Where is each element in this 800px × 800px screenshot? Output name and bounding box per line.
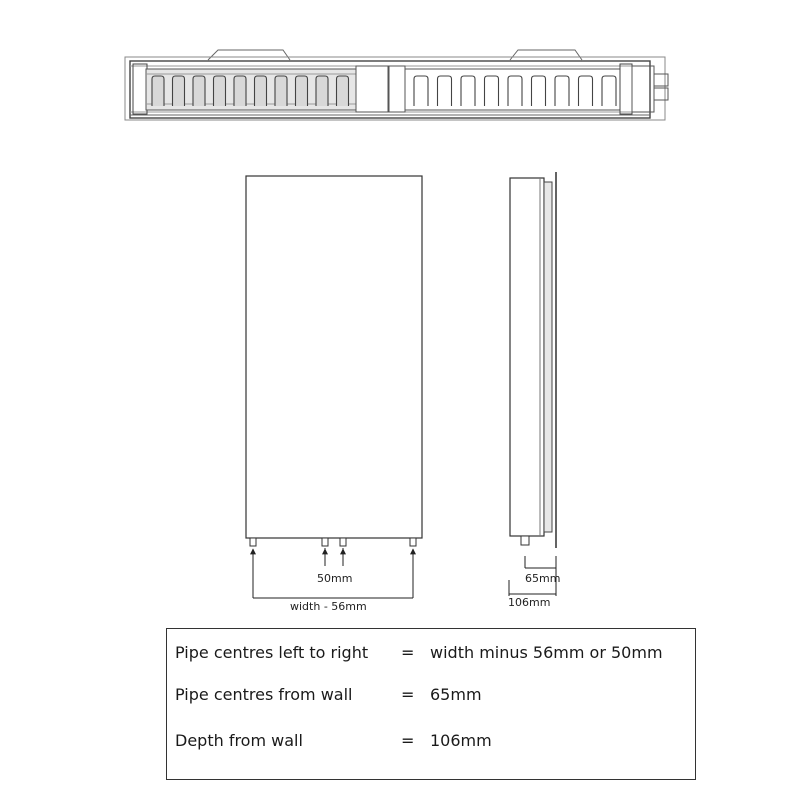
- spec-label: Pipe centres from wall: [175, 685, 353, 704]
- spec-row-pipe-left-right: [167, 643, 695, 669]
- pipe-stub-left: [250, 538, 256, 546]
- depth-label: 106mm: [508, 596, 551, 609]
- front-view: [246, 176, 422, 546]
- pipe-stub-mid-left: [322, 538, 328, 546]
- fin: [438, 76, 452, 106]
- spec-label: Pipe centres left to right: [175, 643, 369, 662]
- spec-value: 65mm: [430, 685, 482, 704]
- dimension-pipe-spacing: [325, 548, 343, 566]
- spec-label: Depth from wall: [175, 731, 303, 750]
- fin: [579, 76, 593, 106]
- fin: [508, 76, 522, 106]
- front-panel: [246, 176, 422, 538]
- fin: [485, 76, 499, 106]
- spec-equals: =: [401, 731, 415, 750]
- fin: [152, 76, 164, 106]
- spec-equals: =: [401, 685, 415, 704]
- fin: [532, 76, 546, 106]
- fin: [555, 76, 569, 106]
- fin: [461, 76, 475, 106]
- fin: [337, 76, 349, 106]
- fin: [316, 76, 328, 106]
- pipe-spacing-label: 50mm: [317, 572, 353, 585]
- pipe-stub-mid-right: [340, 538, 346, 546]
- spec-value: width minus 56mm or 50mm: [430, 643, 663, 662]
- side-view: [510, 172, 556, 548]
- fin: [214, 76, 226, 106]
- pipe-from-wall-label: 65mm: [525, 572, 561, 585]
- fin: [173, 76, 185, 106]
- right-fin-group: [414, 76, 616, 106]
- spec-row-depth: [167, 731, 695, 757]
- spec-table: [166, 628, 696, 780]
- spec-equals: =: [401, 643, 415, 662]
- fin: [255, 76, 267, 106]
- spec-value: 106mm: [430, 731, 492, 750]
- pipe-stub-right: [410, 538, 416, 546]
- fin: [234, 76, 246, 106]
- spec-row-pipe-from-wall: [167, 685, 695, 711]
- fin: [602, 76, 616, 106]
- fin: [275, 76, 287, 106]
- pipe-span-label: width - 56mm: [290, 600, 367, 613]
- fin: [414, 76, 428, 106]
- fin: [193, 76, 205, 106]
- top-section-view: [125, 50, 668, 120]
- fin: [296, 76, 308, 106]
